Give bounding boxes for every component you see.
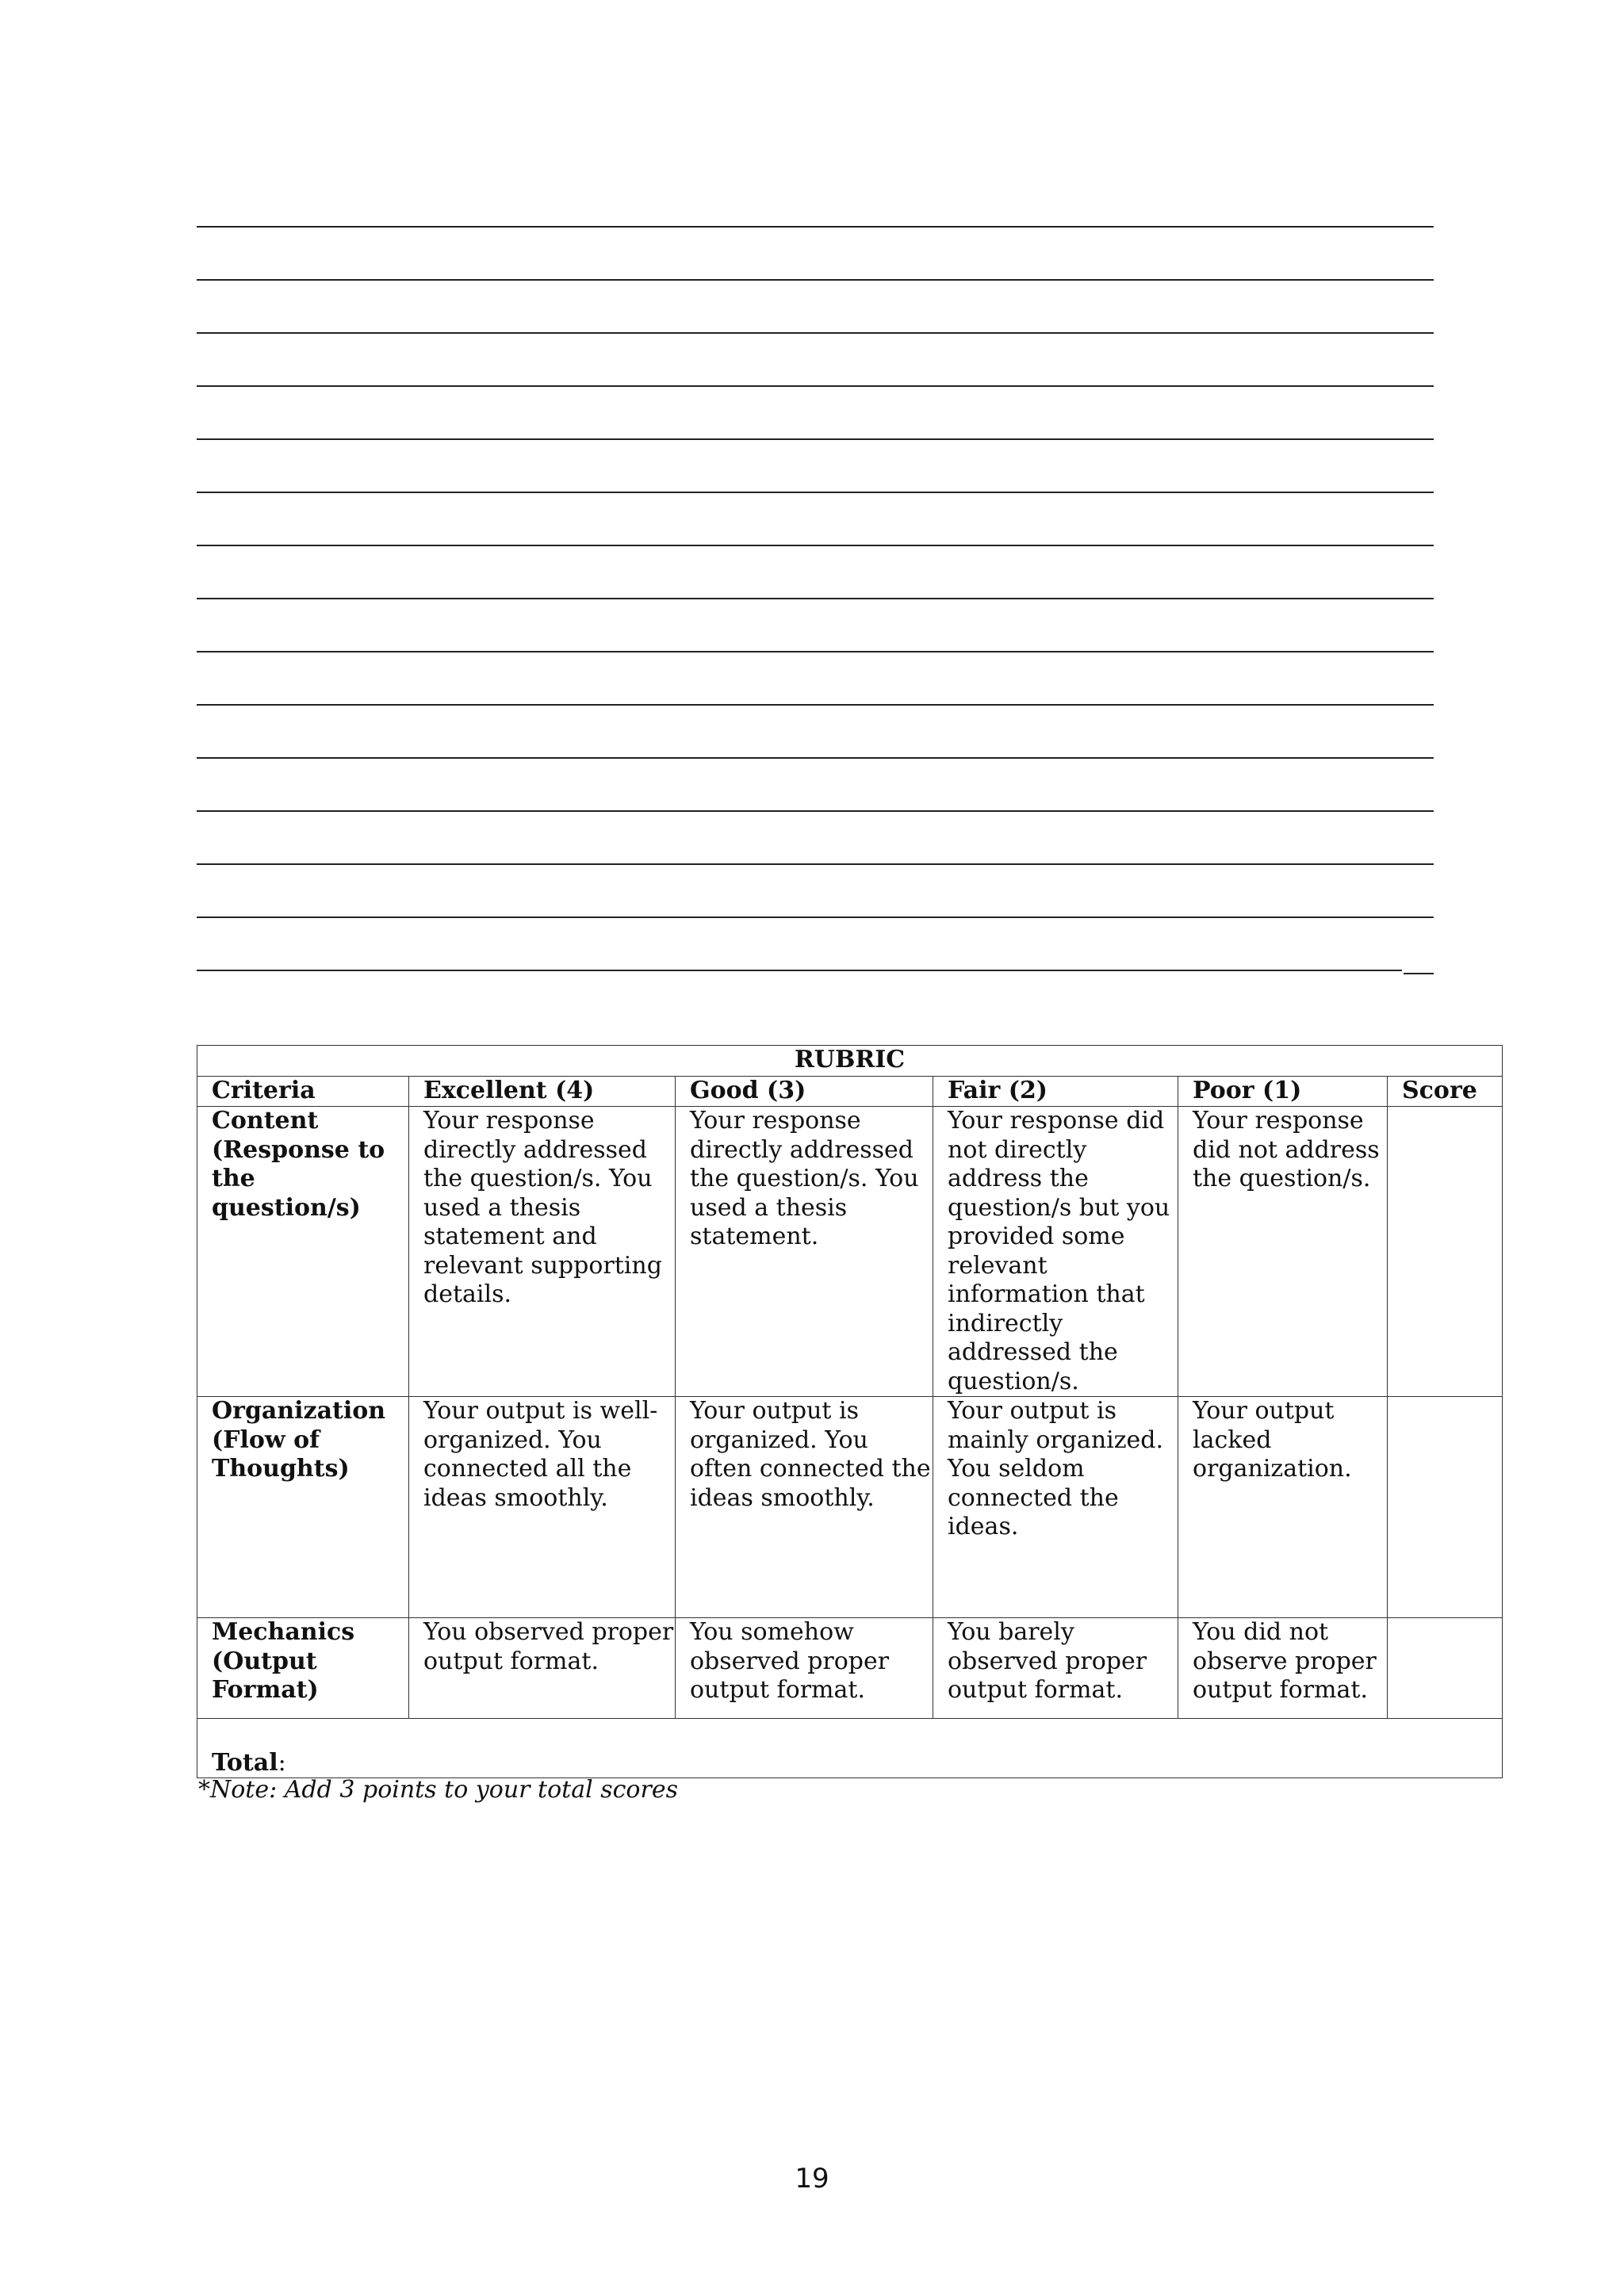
answer-lines bbox=[197, 226, 1434, 1023]
table-row bbox=[197, 1397, 1503, 1618]
header-criteria: Criteria bbox=[197, 1077, 409, 1107]
answer-line[interactable] bbox=[197, 492, 1434, 493]
header-good: Good (3) bbox=[676, 1077, 933, 1107]
good-cell: Your output is organized. You often connected the ideas smoothly. bbox=[676, 1397, 933, 1618]
answer-line[interactable] bbox=[197, 863, 1434, 865]
answer-line-segment bbox=[1404, 973, 1434, 974]
answer-line[interactable] bbox=[197, 916, 1434, 918]
poor-cell: You did not observe proper output format. bbox=[1178, 1618, 1388, 1719]
excellent-cell: You observed proper output format. bbox=[409, 1618, 676, 1719]
header-score: Score bbox=[1388, 1077, 1503, 1107]
fair-cell: Your output is mainly organized. You seldom connected the ideas. bbox=[933, 1397, 1178, 1618]
answer-line[interactable] bbox=[197, 810, 1434, 812]
total-colon: : bbox=[278, 1748, 286, 1777]
table-row bbox=[197, 1107, 1503, 1397]
header-poor: Poor (1) bbox=[1178, 1077, 1388, 1107]
excellent-cell: Your response directly addressed the question/s. You used a thesis statement and relevant supporting details. bbox=[409, 1107, 676, 1397]
answer-line[interactable] bbox=[197, 651, 1434, 652]
fair-cell: You barely observed proper output format. bbox=[933, 1618, 1178, 1719]
rubric-table bbox=[197, 1045, 1503, 1778]
answer-line[interactable] bbox=[197, 757, 1434, 759]
score-cell[interactable] bbox=[1388, 1397, 1503, 1618]
answer-line[interactable] bbox=[197, 226, 1434, 228]
score-cell[interactable] bbox=[1388, 1107, 1503, 1397]
answer-line[interactable] bbox=[197, 704, 1434, 706]
criteria-cell: Organization (Flow of Thoughts) bbox=[197, 1397, 409, 1618]
answer-line[interactable] bbox=[197, 545, 1434, 546]
answer-line[interactable] bbox=[197, 438, 1434, 440]
total-cell[interactable] bbox=[197, 1719, 1503, 1778]
header-fair: Fair (2) bbox=[933, 1077, 1178, 1107]
answer-line-segment bbox=[197, 970, 1402, 971]
page-number: 19 bbox=[795, 2163, 829, 2195]
fair-cell: Your response did not directly address the question/s but you provided some relevant information that indirectly addressed the question/s. bbox=[933, 1107, 1178, 1397]
total-label: Total bbox=[212, 1748, 278, 1777]
excellent-cell: Your output is well-organized. You connected all the ideas smoothly. bbox=[409, 1397, 676, 1618]
criteria-cell: Content (Response to the question/s) bbox=[197, 1107, 409, 1397]
good-cell: You somehow observed proper output format. bbox=[676, 1618, 933, 1719]
table-row bbox=[197, 1618, 1503, 1719]
poor-cell: Your output lacked organization. bbox=[1178, 1397, 1388, 1618]
score-cell[interactable] bbox=[1388, 1618, 1503, 1719]
answer-line[interactable] bbox=[197, 332, 1434, 334]
poor-cell: Your response did not address the question/s. bbox=[1178, 1107, 1388, 1397]
answer-line[interactable] bbox=[197, 598, 1434, 599]
answer-line[interactable] bbox=[197, 279, 1434, 281]
note: *Note: Add 3 points to your total scores bbox=[198, 1776, 678, 1804]
header-excellent: Excellent (4) bbox=[409, 1077, 676, 1107]
rubric-title: RUBRIC bbox=[197, 1046, 1503, 1077]
good-cell: Your response directly addressed the question/s. You used a thesis statement. bbox=[676, 1107, 933, 1397]
answer-line[interactable] bbox=[197, 385, 1434, 387]
criteria-cell: Mechanics (Output Format) bbox=[197, 1618, 409, 1719]
answer-line[interactable] bbox=[197, 970, 1434, 971]
total-row bbox=[197, 1719, 1503, 1778]
